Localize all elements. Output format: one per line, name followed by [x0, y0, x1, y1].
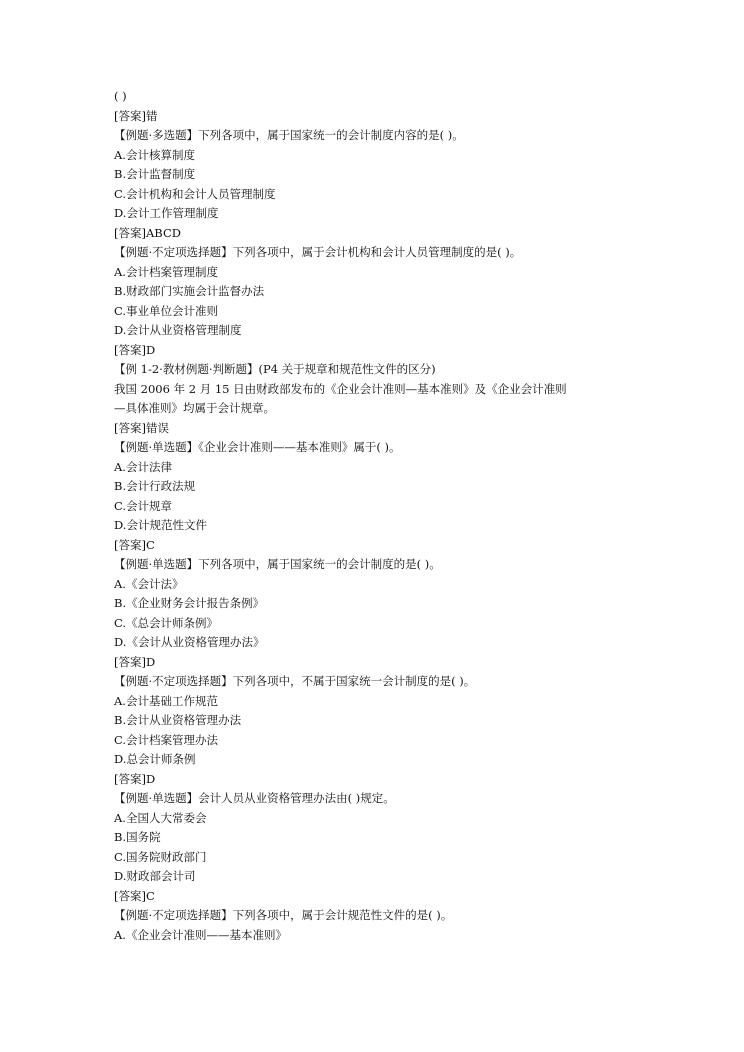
- option-line: C.会计档案管理办法: [114, 732, 219, 747]
- answer-line: [答案]D: [114, 342, 156, 357]
- answer-line: [答案]错: [114, 108, 158, 123]
- option-line: B.国务院: [114, 830, 161, 844]
- question-line: 【例题·不定项选择题】下列各项中，属于会计规范性文件的是( )。: [114, 908, 453, 922]
- question-line: 【例题·单选题】《企业会计准则——基本准则》属于( )。: [114, 440, 401, 454]
- statement-line: 我国 2006 年 2 月 15 日由财政部发布的《企业会计准则—基本准则》及《企业会计准则: [114, 381, 567, 396]
- option-line: D.会计从业资格管理制度: [114, 323, 242, 337]
- statement-line: —具体准则》均属于会计规章。: [114, 401, 275, 415]
- option-line: A.《会计法》: [114, 576, 184, 591]
- document-page: [114, 87, 634, 945]
- option-line: C.国务院财政部门: [114, 849, 207, 864]
- option-line: A.全国人大常委会: [114, 810, 207, 825]
- question-line: 【例题·多选题】下列各项中，属于国家统一的会计制度内容的是( )。: [114, 128, 464, 142]
- option-line: A.会计核算制度: [114, 147, 195, 162]
- question-line: 【例 1-2·教材例题·判断题】(P4 关于规章和规范性文件的区分): [114, 362, 436, 376]
- answer-line: [答案]C: [114, 537, 155, 552]
- option-line: B.《企业财务会计报告条例》: [114, 596, 265, 610]
- option-line: C.会计规章: [114, 498, 173, 513]
- option-line: B.会计行政法规: [114, 479, 196, 493]
- option-line: A.会计法律: [114, 459, 172, 474]
- question-line: 【例题·不定项选择题】下列各项中，属于会计机构和会计人员管理制度的是( )。: [114, 245, 522, 259]
- option-line: D.《会计从业资格管理办法》: [114, 635, 265, 649]
- option-line: D.财政部会计司: [114, 869, 196, 883]
- option-line: C.会计机构和会计人员管理制度: [114, 186, 276, 201]
- option-line: D.会计规范性文件: [114, 518, 207, 532]
- option-line: D.会计工作管理制度: [114, 206, 219, 220]
- question-line: 【例题·单选题】下列各项中，属于国家统一的会计制度的是( )。: [114, 557, 441, 571]
- option-line: A.《企业会计准则——基本准则》: [114, 927, 287, 942]
- option-line: B.会计监督制度: [114, 167, 196, 181]
- question-line: 【例题·不定项选择题】下列各项中，不属于国家统一会计制度的是( )。: [114, 674, 476, 688]
- answer-line: [答案]D: [114, 771, 156, 786]
- option-line: C.《总会计师条例》: [114, 615, 219, 630]
- option-line: D.总会计师条例: [114, 752, 196, 766]
- option-line: B.会计从业资格管理办法: [114, 713, 242, 727]
- question-line: 【例题·单选题】会计人员从业资格管理办法由( )规定。: [114, 791, 395, 805]
- text-line: ( ): [114, 89, 127, 103]
- option-line: A.会计基础工作规范: [114, 693, 218, 708]
- answer-line: [答案]C: [114, 888, 155, 903]
- option-line: A.会计档案管理制度: [114, 264, 218, 279]
- answer-line: [答案]D: [114, 654, 156, 669]
- option-line: B.财政部门实施会计监督办法: [114, 284, 265, 298]
- answer-line: [答案]ABCD: [114, 225, 181, 240]
- option-line: C.事业单位会计准则: [114, 303, 219, 318]
- answer-line: [答案]错误: [114, 420, 169, 435]
